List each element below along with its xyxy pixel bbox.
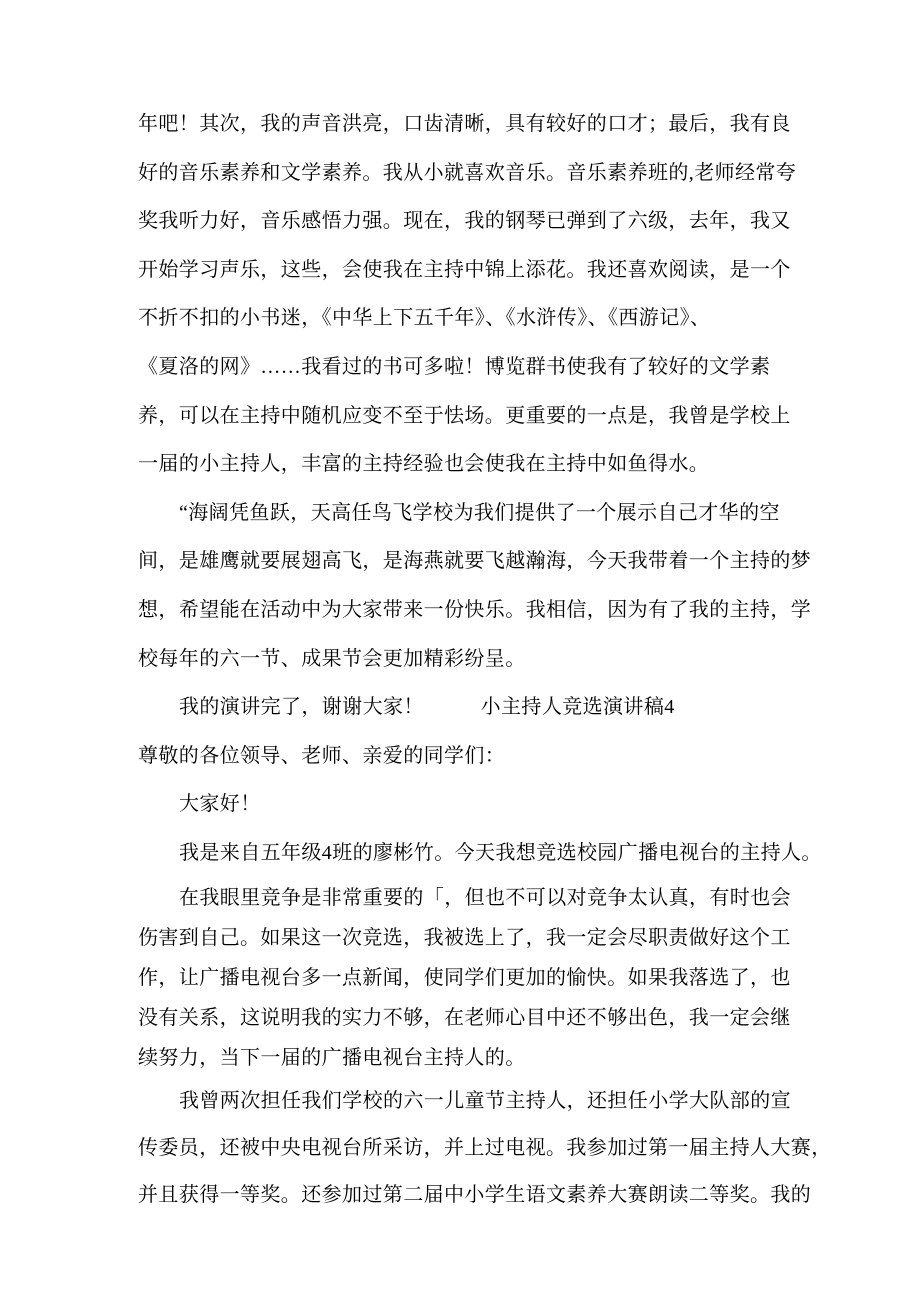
speech-closing: 我的演讲完了，谢谢大家！: [179, 696, 424, 719]
text-line: 校每年的六一节、成果节会更加精彩纷呈。: [138, 647, 526, 670]
text-line: 传委员，还被中央电视台所采访，并上过电视。我参加过第一届主持人大赛，: [138, 1136, 832, 1159]
text-line: 间，是雄鹰就要展翅高飞，是海燕就要飞越瀚海，今天我带着一个主持的梦: [138, 550, 812, 573]
text-line: 我是来自五年级4班的廖彬竹。今天我想竞选校园广播电视台的主持人。: [179, 841, 822, 864]
text-line: 想，希望能在活动中为大家带来一份快乐。我相信，因为有了我的主持，学: [138, 598, 812, 621]
text-line: 好的音乐素养和文学素养。我从小就喜欢音乐。音乐素养班的,老师经常夸: [138, 161, 797, 184]
text-line: 在我眼里竞争是非常重要的「，但也不可以对竞争太认真，有时也会: [179, 886, 791, 909]
greeting-line: 大家好！: [179, 793, 261, 816]
text-line: 我曾两次担任我们学校的六一儿童节主持人，还担任小学大队部的宣: [179, 1089, 791, 1112]
text-line: 作，让广播电视台多一点新闻，使同学们更加的愉快。如果我落选了，也: [138, 966, 791, 989]
text-line: 不折不扣的小书迷，《中华上下五千年》、《水浒传》、《西游记》、: [138, 307, 711, 330]
text-line: 奖我听力好，音乐感悟力强。现在，我的钢琴已弹到了六级，去年，我又: [138, 210, 791, 233]
text-line: 开始学习声乐，这些，会使我在主持中锦上添花。我还喜欢阅读，是一个: [138, 258, 791, 281]
text-line: 并且获得一等奖。还参加过第二届中小学生语文素养大赛朗读二等奖。我的: [138, 1183, 812, 1206]
text-line: 养，可以在主持中随机应变不至于怯场。更重要的一点是，我曾是学校上: [138, 404, 791, 427]
text-line: 续努力，当下一届的广播电视台主持人的。: [138, 1046, 526, 1069]
text-line: 《夏洛的网》……我看过的书可多啦！博览群书使我有了较好的文学素: [138, 355, 771, 378]
salutation-line: 尊敬的各位领导、老师、亲爱的同学们：: [138, 744, 506, 767]
text-line: “海阔凭鱼跃，天高任鸟飞学校为我们提供了一个展示自己才华的空: [179, 501, 780, 524]
text-line: 年吧！其次，我的声音洪亮，口齿清晰，具有较好的口才；最后，我有良: [138, 113, 791, 135]
text-line: 伤害到自己。如果这一次竞选，我被选上了，我一定会尽职责做好这个工: [138, 926, 791, 949]
section-heading: 小主持人竞选演讲稿4: [480, 696, 675, 719]
text-line: [138, 683, 800, 732]
text-line: 没有关系，这说明我的实力不够，在老师心目中还不够出色，我一定会继: [138, 1006, 791, 1029]
text-line: 一届的小主持人，丰富的主持经验也会使我在主持中如鱼得水。: [138, 453, 710, 476]
